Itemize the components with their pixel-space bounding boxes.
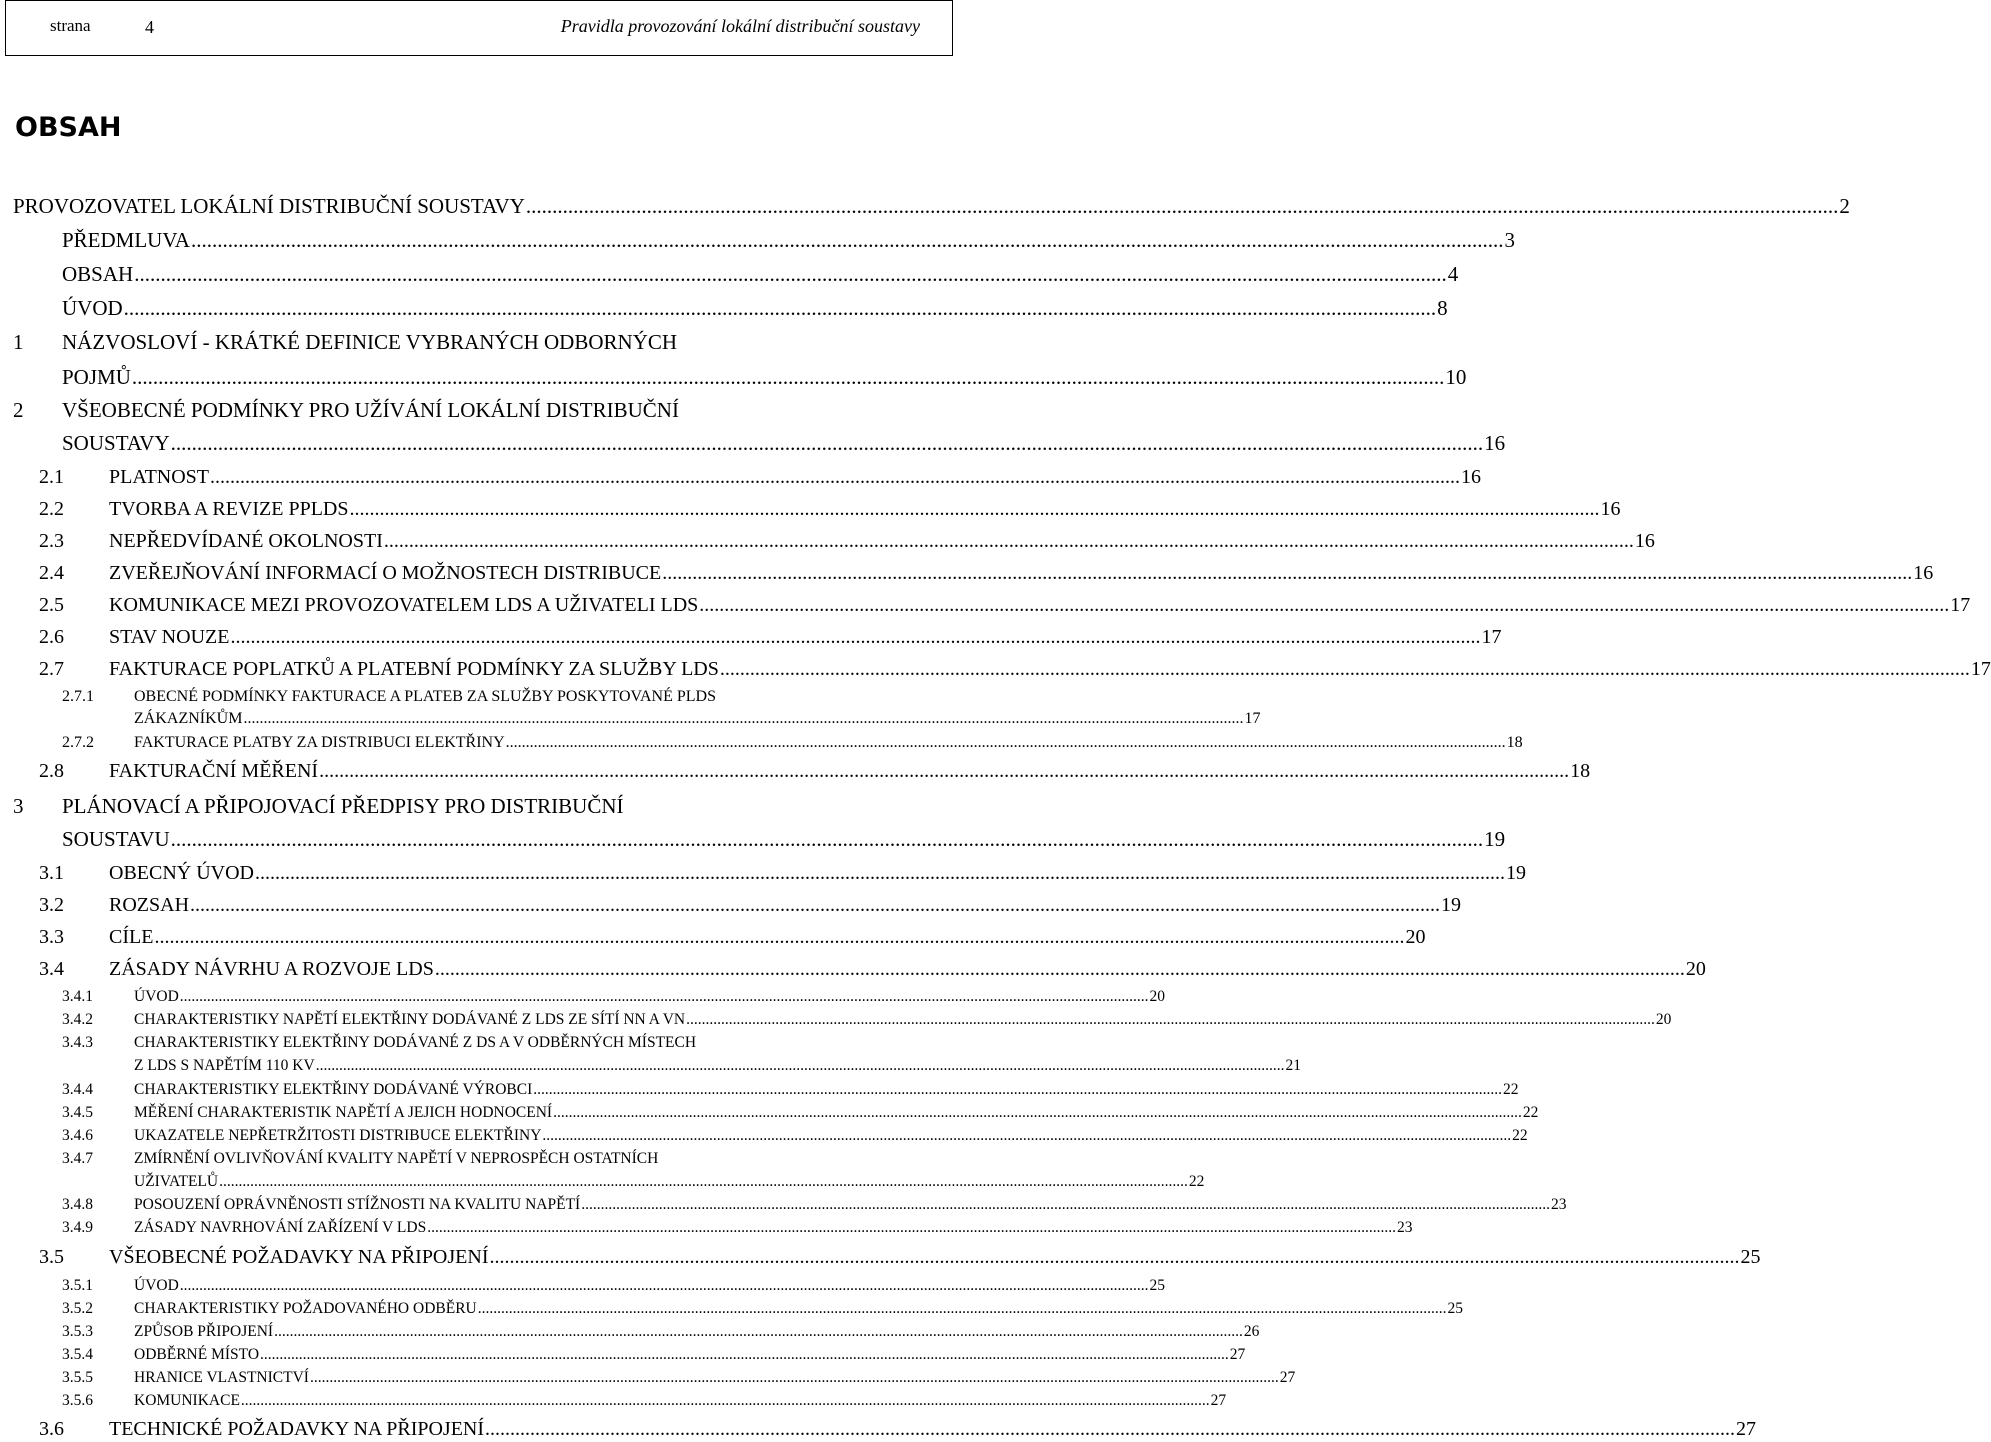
toc-entry-title[interactable]: CHARAKTERISTIKY ELEKTŘINY DODÁVANÉ Z DS A V ODBĚRNÝCH MÍSTECH [134,1034,697,1051]
toc-entry-title: PROVOZOVATEL LOKÁLNÍ DISTRIBUČNÍ SOUSTAVY [13,194,525,218]
toc-entry-page: 22 [1512,1127,1528,1144]
toc-entry-page: 16 [1600,498,1621,520]
toc-entry-page: 25 [1447,1300,1463,1317]
toc-entry-number: 2.8 [39,760,64,782]
toc-entry-page: 25 [1740,1246,1761,1268]
toc-entry-number: 3.4.6 [62,1127,93,1144]
toc-leader [180,1277,1149,1294]
toc-entry[interactable] [0,1300,1463,1317]
toc-entry-number: 3.4.8 [62,1196,93,1213]
toc-leader [274,1323,1243,1340]
toc-entry-number: 2.7 [39,658,64,680]
toc-leader [243,710,1243,728]
toc-entry-page: 22 [1503,1081,1519,1098]
toc-entry[interactable] [0,498,1621,520]
toc-leader [316,1057,1285,1074]
toc-leader [310,1369,1279,1386]
toc-entry-title-cont: SOUSTAVY [62,431,170,455]
toc-entry-number: 2.4 [39,562,64,584]
toc-entry-title: CÍLE [109,926,154,948]
toc-entry-title: TECHNICKÉ POŽADAVKY NA PŘIPOJENÍ [109,1418,485,1440]
toc-leader [154,926,1404,948]
toc-entry-number: 2.6 [39,626,64,648]
toc-leader [210,466,1460,488]
toc-leader [533,1081,1502,1098]
toc-entry-title: ODBĚRNÉ MÍSTO [134,1346,260,1363]
toc-entry-title: ÚVOD [134,1277,179,1294]
toc-leader [255,862,1505,884]
toc-entry[interactable] [0,862,1526,884]
toc-leader [241,1392,1210,1409]
toc-entry-page: 18 [1506,734,1523,751]
toc-entry-page: 20 [1405,926,1426,948]
toc-entry-title: PLATNOST [109,466,210,488]
toc-entry-number: 3.4.2 [62,1011,93,1028]
toc-entry-number: 3 [13,794,24,818]
toc-entry-number: 3.5.1 [62,1277,93,1294]
toc-entry-number: 3.1 [39,862,64,884]
toc-entry-number: 3.6 [39,1418,64,1440]
toc-entry-number: 3.4.1 [62,988,93,1005]
toc-entry-title: FAKTURAČNÍ MĚŘENÍ [109,760,319,782]
toc-entry-number: 1 [13,330,24,354]
toc-entry[interactable] [0,1011,1672,1028]
toc-entry-number: 3.4.4 [62,1081,93,1098]
toc-entry-title: KOMUNIKACE MEZI PROVOZOVATELEM LDS A UŽIVATELI LDS [109,594,699,616]
toc-entry[interactable] [0,1196,1567,1213]
toc-entry-title[interactable]: NÁZVOSLOVÍ - KRÁTKÉ DEFINICE VYBRANÝCH ODBORNÝCH [62,330,678,354]
toc-leader [349,498,1599,520]
toc-entry[interactable] [0,530,1655,552]
toc-entry-title: STAV NOUZE [109,626,230,648]
toc-leader [319,760,1569,782]
toc-entry-page: 20 [1655,1011,1672,1028]
toc-entry[interactable] [0,1081,1519,1098]
toc-entry[interactable] [0,1057,1301,1074]
toc-entry[interactable] [0,1173,1205,1190]
toc-entry-title-cont: SOUSTAVU [62,827,170,851]
toc-entry-number: 3.4.9 [62,1219,93,1236]
toc-entry[interactable] [0,1277,1166,1294]
toc-leader [489,1246,1739,1268]
toc-entry-title: CHARAKTERISTIKY ELEKTŘINY DODÁVANÉ VÝROBCI [134,1081,533,1098]
toc-leader [190,894,1440,916]
toc-entry-page: 16 [1484,431,1506,455]
toc-entry-page: 17 [1244,710,1261,727]
toc-leader [662,562,1912,584]
toc-entry[interactable] [0,1127,1528,1144]
toc-entry[interactable] [0,926,1426,948]
page-title: OBSAH [15,112,122,143]
toc-entry-title: ZPŮSOB PŘIPOJENÍ [134,1323,274,1340]
toc-entry-page: 22 [1188,1173,1205,1190]
toc-entry-page: 16 [1913,562,1934,584]
toc-entry-page: 10 [1445,365,1467,389]
toc-entry-number: 3.2 [39,894,64,916]
toc-entry-title: POSOUZENÍ OPRÁVNĚNOSTI STÍŽNOSTI NA KVALITU NAPĚTÍ [134,1196,581,1213]
toc-entry[interactable] [0,1392,1227,1409]
toc-leader [526,195,1839,218]
toc-entry-page: 27 [1210,1392,1227,1409]
toc-entry-number: 3.5.3 [62,1323,93,1340]
toc-entry-title[interactable]: OBECNÉ PODMÍNKY FAKTURACE A PLATEB ZA SLUŽBY POSKYTOVANÉ PLDS [134,688,716,705]
toc-entry-number: 3.4 [39,958,64,980]
toc-leader [171,828,1484,851]
toc-entry[interactable] [0,988,1166,1005]
toc-entry-heading[interactable] [13,331,24,354]
toc-entry-page: 8 [1437,296,1448,320]
toc-entry-page: 22 [1522,1104,1539,1121]
toc-entry[interactable] [0,1346,1246,1363]
toc-leader [260,1346,1229,1363]
toc-entry-title[interactable]: VŠEOBECNÉ PODMÍNKY PRO UŽÍVÁNÍ LOKÁLNÍ DISTRIBUČNÍ [62,398,679,422]
toc-entry-title: VŠEOBECNÉ POŽADAVKY NA PŘIPOJENÍ [109,1246,489,1268]
toc-entry-number: 3.5.5 [62,1369,93,1386]
toc-entry[interactable] [0,827,1506,851]
toc-leader [219,1173,1188,1190]
toc-leader [485,1418,1735,1440]
toc-leader [435,958,1685,980]
toc-entry-number: 3.5.2 [62,1300,93,1317]
toc-entry[interactable] [0,562,1934,584]
toc-entry-number: 2.1 [39,466,64,488]
toc-entry-page: 4 [1447,262,1459,286]
toc-entry[interactable] [0,1104,1539,1121]
toc-leader [720,658,1970,680]
toc-entry-page: 18 [1570,760,1591,782]
toc-entry-page: 17 [1970,658,1991,680]
toc-entry-number: 2.7.1 [62,688,94,705]
toc-entry[interactable] [0,1246,1761,1268]
toc-leader [553,1104,1522,1121]
toc-entry-title: ÚVOD [62,296,123,320]
toc-entry-title: OBSAH [62,262,134,286]
toc-leader [506,734,1506,752]
toc-leader [230,626,1480,648]
toc-entry[interactable] [0,894,1462,916]
toc-entry-number: 3.4.5 [62,1104,93,1121]
toc-entry-page: 17 [1950,594,1971,616]
toc-entry-title: KOMUNIKACE [134,1392,240,1409]
page-label: strana [50,16,91,35]
toc-entry-number: 3.4.7 [62,1150,93,1167]
toc-entry-number: 3.5.6 [62,1392,93,1409]
toc-leader [542,1127,1511,1144]
toc-entry-number: 2.5 [39,594,64,616]
toc-entry-title: CHARAKTERISTIKY POŽADOVANÉHO ODBĚRU [134,1300,477,1317]
toc-entry-number: 3.4.3 [62,1034,93,1051]
toc-leader [686,1011,1655,1028]
toc-entry[interactable] [0,958,1706,980]
toc-entry-number: 2.2 [39,498,64,520]
toc-entry-number: 2.7.2 [62,734,94,751]
toc-entry-page: 19 [1441,894,1462,916]
toc-entry-title: FAKTURACE PLATBY ZA DISTRIBUCI ELEKTŘINY [134,734,505,751]
toc-entry[interactable] [0,365,1467,389]
toc-entry-number: 2.3 [39,530,64,552]
toc-entry-title-cont: POJMŮ [62,365,131,389]
toc-entry-title: TVORBA A REVIZE PPLDS [109,498,349,520]
toc-entry-page: 20 [1149,988,1166,1005]
toc-entry-number: 2 [13,398,24,422]
toc-entry[interactable] [0,594,1971,616]
toc-entry-page: 23 [1550,1196,1567,1213]
toc-entry-page: 23 [1396,1219,1413,1236]
toc-entry-page: 27 [1279,1369,1296,1386]
toc-entry-title: MĚŘENÍ CHARAKTERISTIK NAPĚTÍ A JEJICH HODNOCENÍ [134,1104,553,1121]
toc-entry[interactable] [0,626,1502,648]
toc-entry-number: 3.5 [39,1246,64,1268]
toc-leader [191,229,1504,252]
toc-entry-title: CHARAKTERISTIKY NAPĚTÍ ELEKTŘINY DODÁVANÉ Z LDS ZE SÍTÍ NN A VN [134,1011,686,1028]
toc-entry-page: 17 [1481,626,1502,648]
toc-entry-title-cont: Z LDS S NAPĚTÍM 110 KV [134,1057,315,1074]
toc-entry-page: 16 [1461,466,1482,488]
toc-entry[interactable] [0,228,1515,252]
toc-entry-title: FAKTURACE POPLATKŮ A PLATEBNÍ PODMÍNKY ZA SLUŽBY LDS [109,658,719,680]
toc-entry-title: HRANICE VLASTNICTVÍ [134,1369,309,1386]
toc-entry[interactable] [0,466,1482,488]
toc-entry-title-cont: UŽIVATELŮ [134,1173,219,1190]
toc-entry[interactable] [0,1323,1260,1340]
toc-entry[interactable] [0,262,1459,286]
toc-entry[interactable] [0,296,1448,320]
toc-entry[interactable] [0,194,1850,218]
toc-entry-title: ZVEŘEJŇOVÁNÍ INFORMACÍ O MOŽNOSTECH DISTRIBUCE [109,562,662,584]
toc-entry-page: 20 [1685,958,1706,980]
toc-entry[interactable] [0,1219,1413,1236]
toc-entry-title: OBECNÝ ÚVOD [109,862,254,884]
toc-entry-title: ROZSAH [109,894,190,916]
toc-entry-title: UKAZATELE NEPŘETRŽITOSTI DISTRIBUCE ELEKTŘINY [134,1127,542,1144]
toc-leader [699,594,1949,616]
toc-entry[interactable] [0,1418,1757,1440]
toc-entry-page: 16 [1634,530,1655,552]
toc-entry-title-cont: ZÁKAZNÍKŮM [134,710,243,727]
toc-entry-title[interactable]: ZMÍRNĚNÍ OVLIVŇOVÁNÍ KVALITY NAPĚTÍ V NEPROSPĚCH OSTATNÍCH [134,1150,659,1167]
toc-entry-page: 25 [1149,1277,1166,1294]
toc-entry-page: 27 [1736,1418,1757,1440]
document-title: Pravidla provozování lokální distribuční soustavy [560,16,920,36]
toc-leader [171,432,1484,455]
toc-leader [134,263,1447,286]
toc-leader [427,1219,1396,1236]
toc-leader [384,530,1634,552]
toc-leader [180,988,1149,1005]
toc-leader [478,1300,1447,1317]
toc-entry-number: 3.5.4 [62,1346,93,1363]
page-number: 4 [145,17,154,37]
toc-leader [581,1196,1550,1213]
toc-entry-page: 21 [1285,1057,1301,1074]
toc-entry[interactable] [0,734,1523,752]
toc-entry-title: ZÁSADY NAVRHOVÁNÍ ZAŘÍZENÍ V LDS [134,1219,427,1236]
toc-entry-title: PŘEDMLUVA [62,228,190,252]
toc-leader [124,297,1437,320]
toc-entry-title[interactable]: PLÁNOVACÍ A PŘIPOJOVACÍ PŘEDPISY PRO DISTRIBUČNÍ [62,794,624,818]
toc-entry-page: 26 [1243,1323,1260,1340]
toc-entry-number: 3.3 [39,926,64,948]
toc-entry-page: 3 [1504,228,1515,252]
toc-entry-title: ÚVOD [134,988,179,1005]
toc-leader [132,366,1445,389]
toc-entry[interactable] [0,760,1591,782]
toc-entry[interactable] [0,658,1991,680]
toc-entry-page: 2 [1839,194,1850,218]
toc-entry-page: 19 [1484,827,1506,851]
toc-entry-page: 27 [1229,1346,1246,1363]
toc-entry[interactable] [0,431,1506,455]
toc-entry[interactable] [0,1369,1296,1386]
toc-entry-title: ZÁSADY NÁVRHU A ROZVOJE LDS [109,958,434,980]
toc-entry[interactable] [0,710,1261,728]
toc-entry-title: NEPŘEDVÍDANÉ OKOLNOSTI [109,530,383,552]
toc-entry-page: 19 [1506,862,1526,884]
